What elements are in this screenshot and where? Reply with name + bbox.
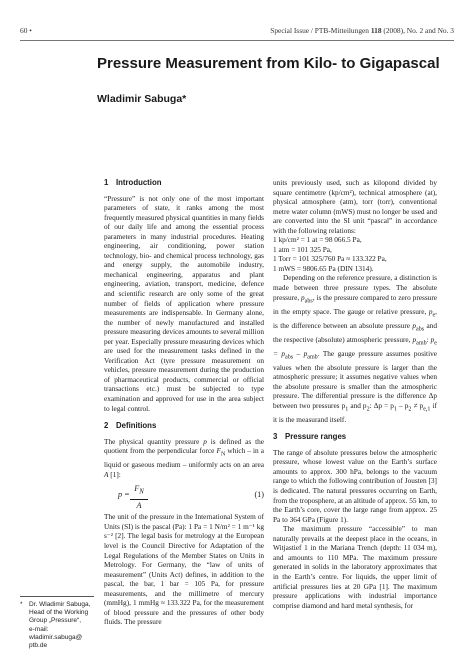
- article-title: Pressure Measurement from Kilo- to Gigapascal: [97, 55, 440, 72]
- equation-number: (1): [254, 490, 264, 500]
- paragraph-maximum-pressure: The maximum pressure “accessible” to man naturally prevails at the deepest place in the oceans, in Witjastief 1 in the Mariana Trench (depth: 11 034 m), and amounts to 110 MPa. The maximum pressure generated in solids in the laboratory approximates that in the Earth’s centre. For liquids, the upper limit of artificial pressures lies at 20 GPa [1]. The maximum pressure applications with industrial importance comprise diamond and hard metal synthesis, for: [273, 524, 437, 610]
- left-column: [104, 178, 264, 627]
- unit-relation: 1 atm = 101 325 Pa,: [273, 244, 332, 254]
- footnote-email: wladimir.sabuga@: [29, 633, 83, 641]
- paragraph-si-unit: The unit of the pressure in the International System of Units (SI) is the pascal (Pa): 1 Pa = 1 N/m² = 1 m⁻¹ kg s⁻² [2]. The legal basis for metrology at the European level is the Council Directive for Adaptation of the Legal Regulations of the Member States on Units in Metrology. For Germany, the “law of units of measurement” (Units Act) defines, in addition to the pascal, the bar, 1 bar = 105 Pa, for pressure measurements, and the millimetre of mercury (mmHg), 1 mmHg ≈ 133.322 Pa, for the measurement of blood pressure and the pressures of other body fluids. The pressure: [104, 512, 264, 627]
- paragraph-units-previous: units previously used, such as kilopond divided by square centimetre (kp/cm²), technical atmosphere (at), physical atmosphere (atm), torr (torr), conventional metre water column (mWS) must no longer be used and are converted into the SI unit “pascal” in accordance with the following relations:: [273, 178, 437, 235]
- unit-relation: 1 Torr = 101 325/760 Pa ≈ 133.322 Pa,: [273, 254, 387, 264]
- article-author: Wladimir Sabuga*: [97, 93, 187, 105]
- volume-number: 118: [370, 26, 382, 35]
- paragraph-definition: The physical quantity pressure p is defined as the quotient from the perpendicular force $F_N$ which – in a liquid or gaseous medium – uniformly acts on an area A [1]:: [104, 436, 264, 479]
- footnote-rule: [20, 596, 94, 597]
- unit-relation: 1 mWS = 9806.65 Pa (DIN 1314).: [273, 263, 374, 273]
- journal-citation: Special Issue / PTB-Mitteilungen 118 (2008), No. 2 and No. 3: [270, 26, 454, 35]
- page-number: 60 •: [20, 26, 32, 35]
- footnote-text: Dr. Wladimir Sabuga, Head of the Working Group „Pressure“, e-mail: wladimir.sabuga@ ptb.de: [29, 601, 94, 650]
- paragraph-introduction: “Pressure” is not only one of the most important parameters of state, it ranks among the most frequently measured physical quantities in many fields of our daily life and among the essential process parameters in many industrial procedures. Heating engineering, air conditioning, power station technology, bio- and chemical process technology, gas and energy supply, the automobile industry, mechanical engineering, apparatus and plant engineering, aviation, transport, medicine, defence and scientific research are only some of the great number of fields of application where pressure measurements are indispensable. In Germany alone, the number of newly manufactured and installed pressure measuring devices amounts to several million per year. Especially pressure measuring devices which are used for the measurement tasks defined in the Verification Act (tyre pressure measurement on vehicles, pressure measurement during the production of pharmaceutical products, commercial or official transactions etc.) must be subjected to type examination and approved for use in the area subject to legal control.: [104, 193, 264, 413]
- equation-pressure-definition: [104, 484, 264, 510]
- equation-fraction: $\frac{F_N}{A}$: [130, 484, 148, 510]
- running-header: [20, 26, 454, 38]
- footnote-marker: *: [20, 601, 23, 608]
- section-heading-definitions: 2 Definitions: [104, 421, 157, 431]
- section-heading-pressure-ranges: 3 Pressure ranges: [273, 432, 347, 442]
- right-column: [273, 178, 437, 610]
- paragraph-pressure-ranges: The range of absolute pressures below the atmospheric pressure, whose lowest value on the Earth’s surface amounts to approx. 300 hPa, belongs to the vacuum range to which the following contribution of Jousten [3] is dedicated. The natural pressures occurring on Earth, from the troposphere, at an altitude of approx. 55 km, to the Earth’s core, cover the large range from approx. 25 Pa to 364 GPa (Figure 1).: [273, 447, 437, 524]
- author-footnote: [20, 601, 94, 650]
- header-rule: [20, 40, 454, 41]
- equation-lhs: p =: [118, 490, 130, 500]
- paragraph-pressure-types: Depending on the reference pressure, a distinction is made between three pressure types. The absolute pressure, $p_{abs}$, is the pressure compared to zero pressure in the empty space. The gauge or relative pressure, $p_e$, is the difference between an absolute pressure $p_{abs}$ and the respective (absolute) atmospheric pressure, $p_{amb}$: $p_e = p_{abs} - p_{amb}$. The gauge pressure assumes positive values when the absolute pressure is larger than the atmospheric pressure; it assumes negative values when the absolute pressure is smaller than the atmospheric pressure. The differential pressure is the difference Δp between two pressures $p_1$ and $p_2$: $\Delta p = p_1 - p_2 \ne p_{e,1}$ if it is the measurand itself.: [273, 273, 437, 424]
- section-heading-introduction: 1 Introduction: [104, 178, 162, 187]
- unit-relation: 1 kp/cm² = 1 at = 98 066.5 Pa,: [273, 235, 362, 245]
